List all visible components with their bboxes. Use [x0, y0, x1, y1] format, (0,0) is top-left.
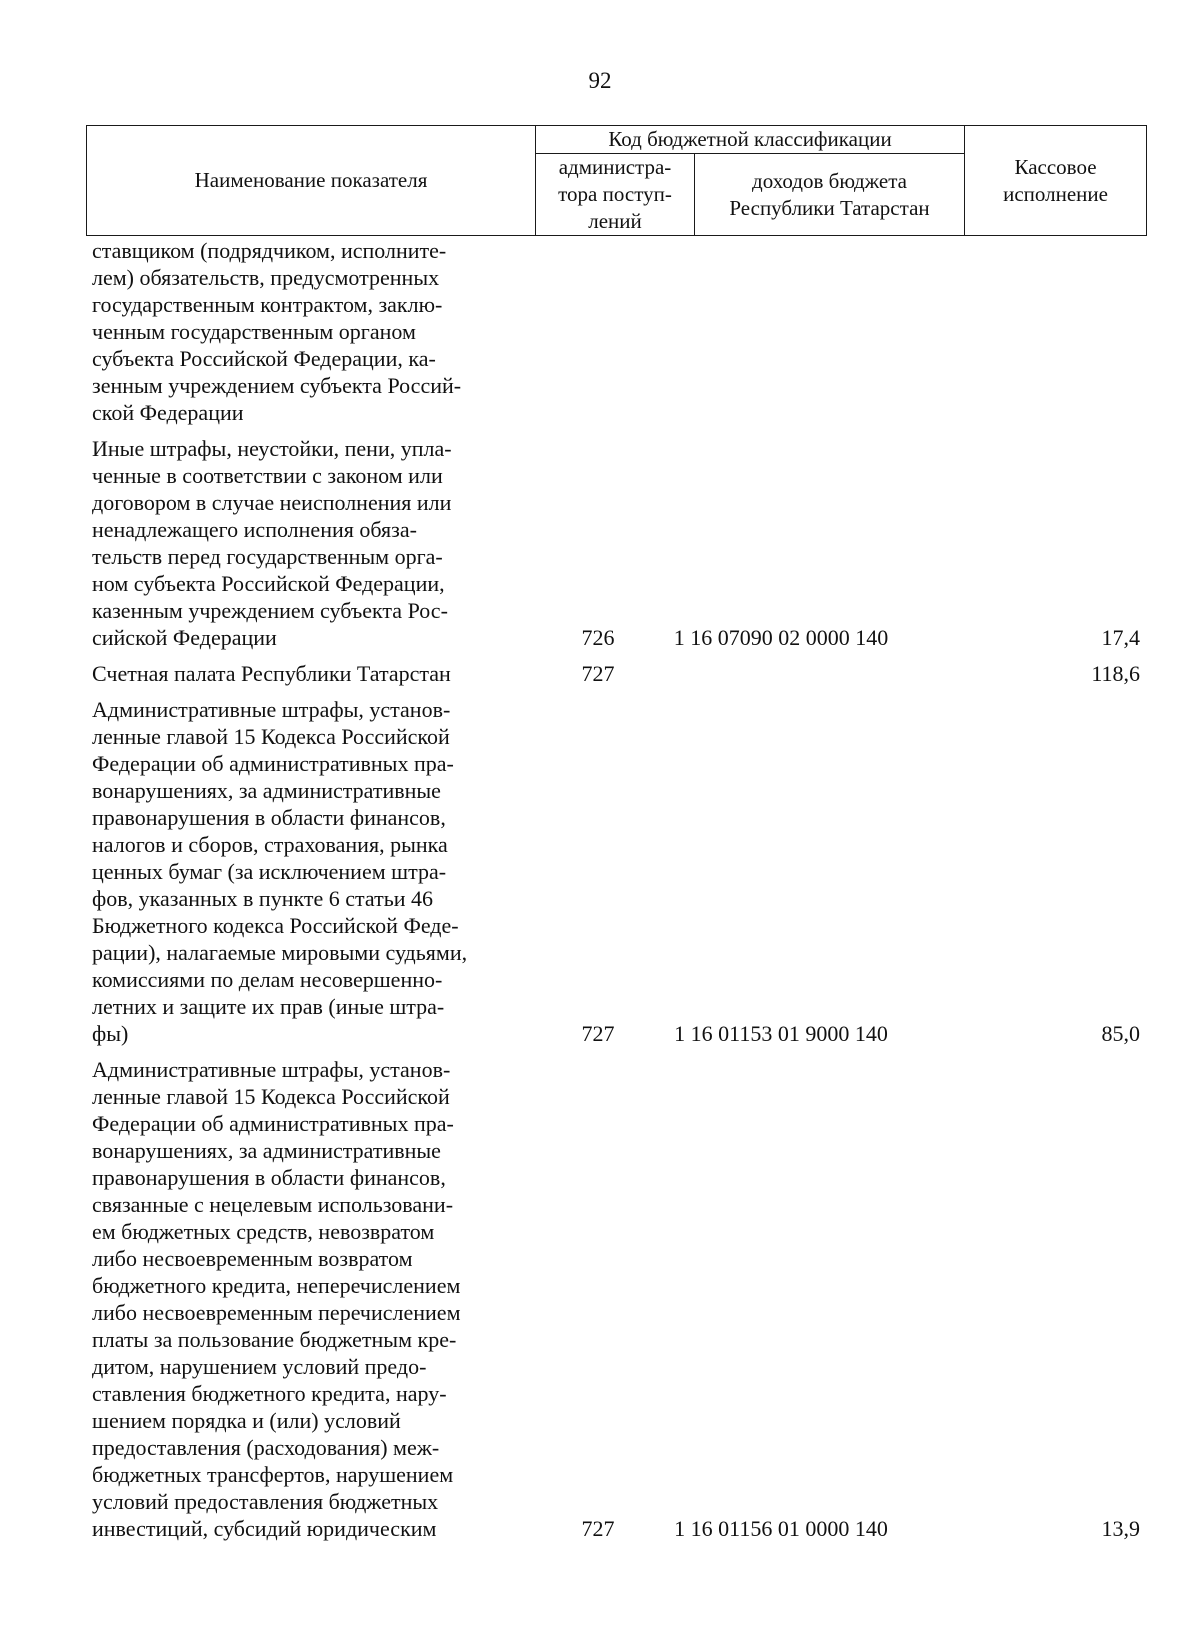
- header-admin-column: администра- тора поступ- лений: [536, 154, 695, 236]
- row-name: Административные штрафы, установ- ленные главой 15 Кодекса Российской Федерации об административных пра- вонарушениях, за административные правонарушения в области финансов, налогов и сборов, страхования, рынка ценных бумаг (за исключением штра- фов, указанных в пункте 6 статьи 46 Бюджетного кодекса Российской Феде- рации), налагаемые мировыми судьями, комиссиями по делам несовершенно- летних и защите их прав (иные штра- фы): [92, 697, 468, 1046]
- header-amount-column: Кассовое исполнение: [965, 126, 1147, 236]
- header-income-column: доходов бюджета Республики Татарстан: [695, 154, 965, 236]
- table-row: [92, 696, 1142, 1047]
- table-header: [86, 125, 1147, 236]
- row-admin-code: 727: [581, 661, 615, 686]
- header-code-group: Код бюджетной классификации: [536, 126, 965, 154]
- row-amount: 85,0: [1101, 1021, 1140, 1046]
- row-name: Административные штрафы, установ- ленные главой 15 Кодекса Российской Федерации об административных пра- вонарушениях, за административные правонарушения в области финансов, связанные с нецелевым использовани- ем бюджетных средств, невозвратом либо несвоевременным возвратом бюджетного кредита, неперечислением либо несвоевременным перечислением платы за пользование бюджетным кре- дитом, нарушением условий предо- ставления бюджетного кредита, нару- шением порядка и (или) условий предоставления (расходования) меж- бюджетных трансфертов, нарушением условий предоставления бюджетных инвестиций, субсидий юридическим: [92, 1057, 461, 1541]
- row-income-code: 1 16 01153 01 9000 140: [674, 1021, 888, 1046]
- row-income-code: 1 16 07090 02 0000 140: [673, 625, 889, 650]
- row-amount: 17,4: [1101, 625, 1140, 650]
- row-admin-code: 727: [581, 1021, 615, 1046]
- row-amount: 13,9: [1101, 1516, 1140, 1541]
- table-row: [92, 435, 1142, 651]
- page-number: 92: [588, 68, 612, 93]
- row-name: ставщиком (подрядчиком, исполните- лем) обязательств, предусмотренных государственным контрактом, заклю- ченным государственным органом субъекта Российской Федерации, ка- зенным учреждением субъекта Россий- ской Федерации: [92, 238, 462, 425]
- row-admin-code: 726: [581, 625, 615, 650]
- row-name: Счетная палата Республики Татарстан: [92, 661, 451, 686]
- table-row: [92, 1056, 1142, 1542]
- row-amount: 118,6: [1091, 661, 1140, 686]
- table-body: [92, 237, 1142, 1551]
- table-row: [92, 237, 1142, 426]
- table-row: [92, 660, 1142, 687]
- row-admin-code: 727: [581, 1516, 615, 1541]
- row-name: Иные штрафы, неустойки, пени, упла- ченные в соответствии с законом или договором в случае неисполнения или ненадлежащего исполнения обяза- тельств перед государственным орга- ном субъекта Российской Федерации, казенным учреждением субъекта Рос- сийской Федерации: [92, 436, 452, 650]
- row-income-code: 1 16 01156 01 0000 140: [674, 1516, 888, 1541]
- header-name-column: Наименование показателя: [87, 126, 536, 236]
